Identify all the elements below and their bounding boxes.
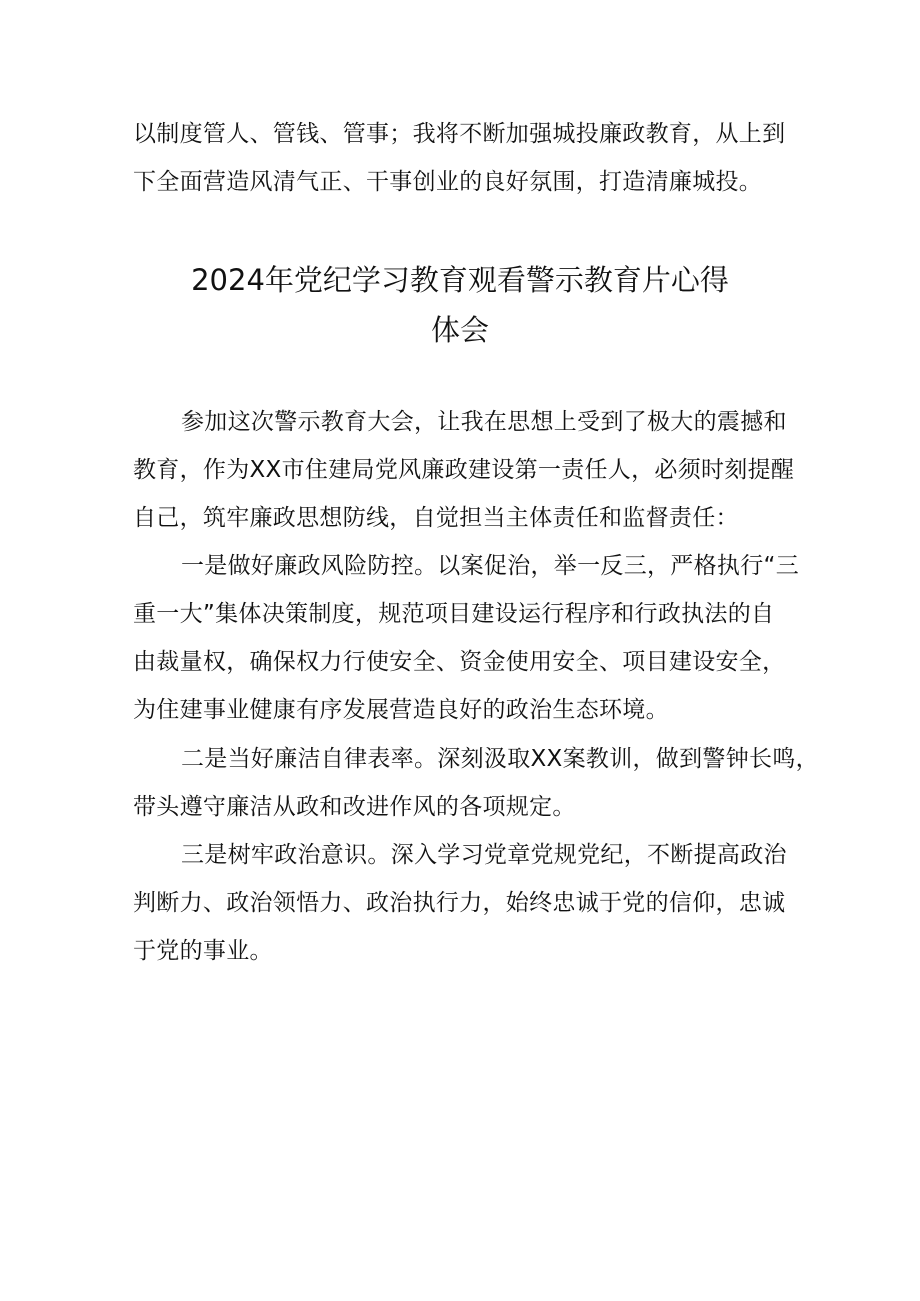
paragraph-line: 自己，筑牢廉政思想防线，自觉担当主体责任和监督责任： [133,505,739,531]
intro-line: 以制度管人、管钱、管事；我将不断加强城投廉政教育，从上到 [133,121,786,147]
paragraph-line: 为住建事业健康有序发展营造良好的政治生态环境。 [133,697,669,723]
article-title-line: 2024年党纪学习教育观看警示教育片心得 [191,263,729,297]
paragraph-line: 判断力、政治领悟力、政治执行力，始终忠诚于党的信仰，忠诚 [133,890,786,916]
paragraph-line: 由裁量权，确保权力行使安全、资金使用安全、项目建设安全， [133,649,786,675]
intro-line: 下全面营造风清气正、干事创业的良好氛围，打造清廉城投。 [133,169,763,195]
paragraph-line: 二是当好廉洁自律表率。深刻汲取XX案教训，做到警钟长鸣， [181,746,819,772]
paragraph-line: 带头遵守廉洁从政和改进作风的各项规定。 [133,794,576,820]
paragraph-line: 一是做好廉政风险防控。以案促治，举一反三，严格执行“三 [181,553,800,579]
paragraph-line: 三是树牢政治意识。深入学习党章党规党纪，不断提高政治 [181,842,787,868]
article-title-line: 体会 [430,313,489,347]
paragraph-line: 教育，作为XX市住建局党风廉政建设第一责任人，必须时刻提醒 [133,457,795,483]
paragraph-line: 参加这次警示教育大会，让我在思想上受到了极大的震撼和 [181,409,787,435]
paragraph-line: 于党的事业。 [133,938,273,964]
paragraph-line: 重一大”集体决策制度，规范项目建设运行程序和行政执法的自 [133,601,775,627]
